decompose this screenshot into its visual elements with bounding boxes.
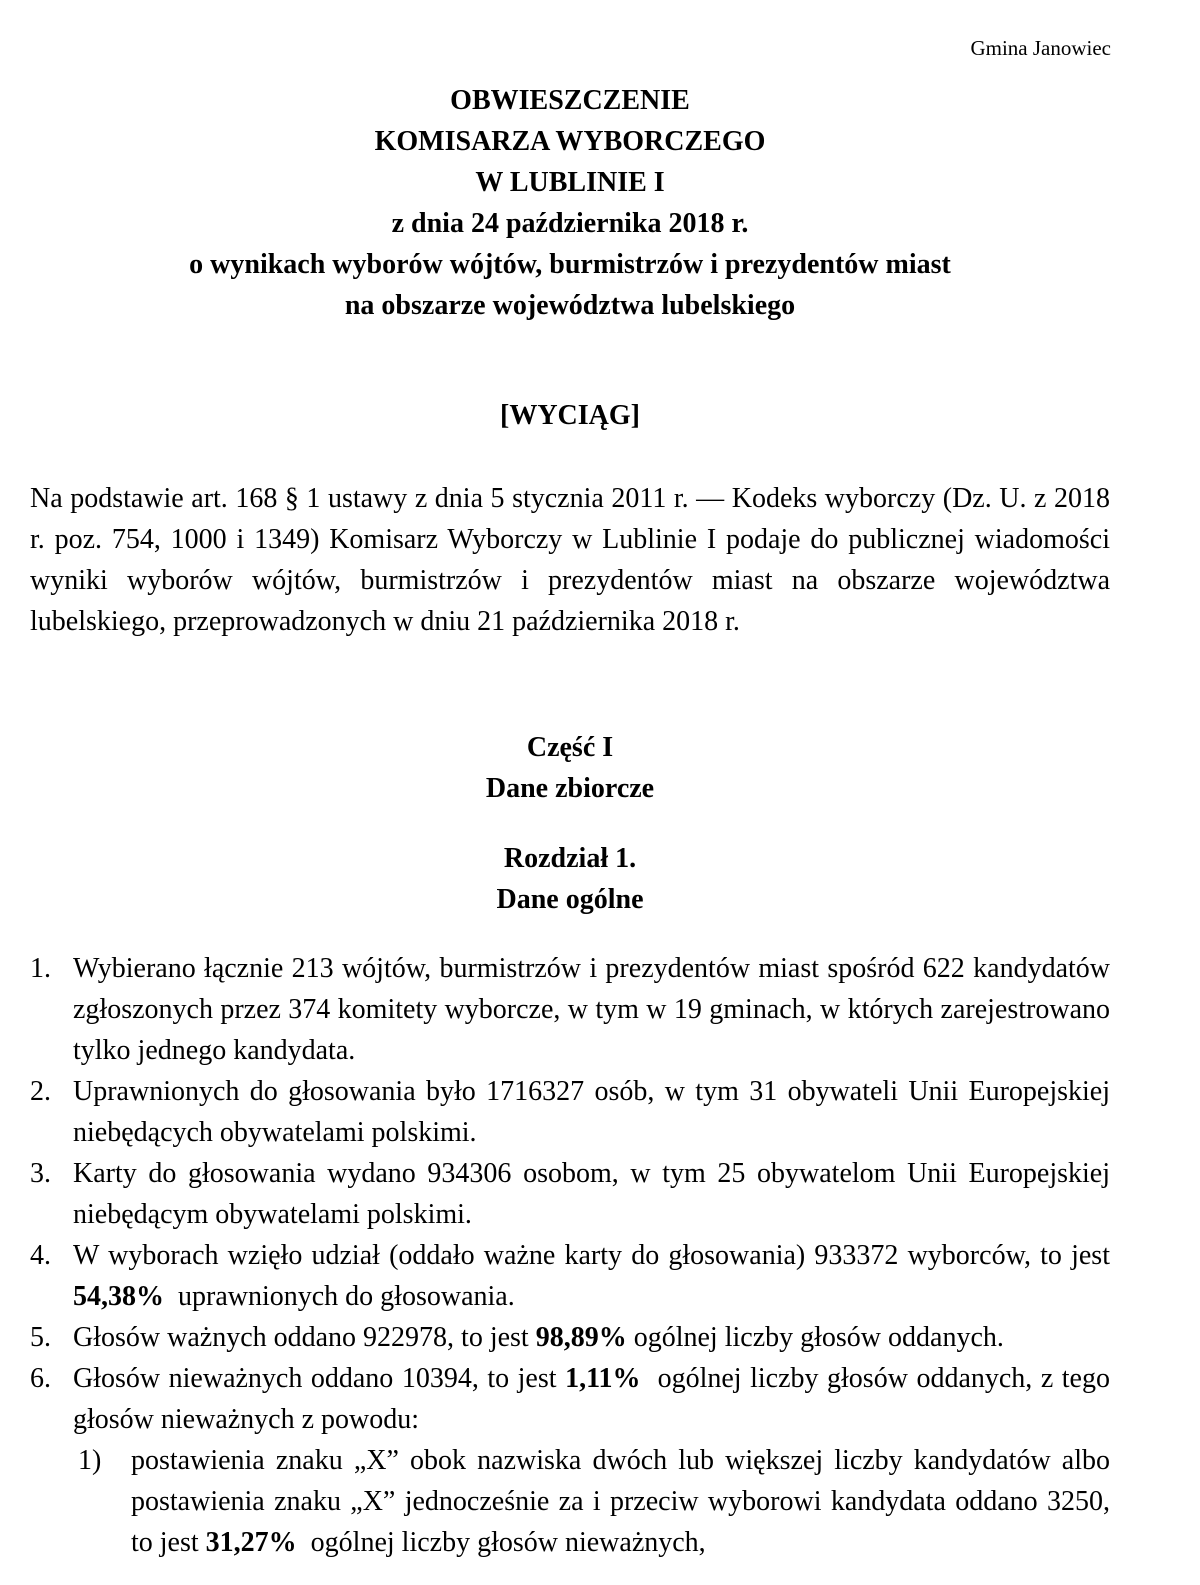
item-text (73, 1240, 1110, 1312)
item-text-pre: W wyborach wzięło udział (oddało ważne karty do głosowania) 933372 wyborców, to jest (73, 1240, 1110, 1271)
list-item (30, 1235, 1110, 1317)
item-percent: 1,11% (565, 1363, 641, 1394)
sub-item-percent: 31,27% (205, 1527, 297, 1558)
title-line-2: KOMISARZA WYBORCZEGO (374, 126, 766, 157)
list-item (30, 1071, 1110, 1153)
extract-label: [WYCIĄG] (500, 400, 640, 431)
title-line-3: W LUBLINIE I (475, 167, 665, 198)
chapter-label: Rozdział 1. (503, 843, 637, 874)
title-line-5: o wynikach wyborów wójtów, burmistrzów i prezydentów miast (189, 249, 951, 280)
item-number: 1. (30, 953, 51, 984)
municipality-label: Gmina Janowiec (970, 36, 1111, 60)
item-number: 4. (30, 1240, 51, 1271)
item-text-post: ogólnej liczby głosów oddanych, z tego głosów nieważnych z powodu: (73, 1363, 1117, 1435)
general-data-list (30, 948, 1117, 1563)
item-number: 5. (30, 1322, 51, 1353)
list-item (30, 1153, 1110, 1235)
sub-item-number: 1) (78, 1445, 102, 1476)
item-text-pre: Głosów nieważnych oddano 10394, to jest (73, 1363, 566, 1394)
part-label: Część I (526, 732, 614, 763)
part-subtitle: Dane zbiorcze (485, 773, 655, 804)
item-text: Wybierano łącznie 213 wójtów, burmistrzów i prezydentów miast spośród 622 kandydatów zgłoszonych przez 374 komitety wyborcze, w tym w 19 gminach, w których zarejestrowano tylko jednego kandydata. (73, 953, 1110, 1066)
item-percent: 54,38% (73, 1281, 164, 1312)
item-text (73, 1322, 1004, 1353)
sub-list-item (30, 1440, 1110, 1563)
chapter-heading (0, 838, 1140, 920)
document-title (0, 80, 1140, 326)
item-text: Uprawnionych do głosowania było 1716327 osób, w tym 31 obywateli Unii Europejskiej niebędących obywatelami polskimi. (73, 1076, 1110, 1148)
item-number: 3. (30, 1158, 51, 1189)
item-text (73, 1363, 1117, 1435)
title-line-1: OBWIESZCZENIE (450, 85, 690, 116)
part-heading (0, 727, 1140, 809)
item-text-pre: Głosów ważnych oddano 922978, to jest (73, 1322, 536, 1353)
item-number: 6. (30, 1363, 51, 1394)
title-line-4: z dnia 24 października 2018 r. (391, 208, 749, 239)
sub-item-text-post: ogólnej liczby głosów nieważnych, (296, 1527, 706, 1558)
sub-item-text-pre: postawienia znaku „X” obok nazwiska dwóch lub większej liczby kandydatów albo postawienia znaku „X” jednocześnie za i przeciw wyborowi kandydata oddano 3250, to jest (131, 1445, 1110, 1558)
item-text-post: uprawnionych do głosowania. (164, 1281, 515, 1312)
item-percent: 98,89% (535, 1322, 627, 1353)
intro-paragraph: Na podstawie art. 168 § 1 ustawy z dnia 5 stycznia 2011 r. — Kodeks wyborczy (Dz. U. z 2018 r. poz. 754, 1000 i 1349) Komisarz Wyborczy w Lublinie I podaje do publicznej wiadomości wyniki wyborów wójtów, burmistrzów i prezydentów miast na obszarze województwa lubelskiego, przeprowadzonych w dniu 21 października 2018 r. (30, 483, 1110, 637)
item-text-post: ogólnej liczby głosów oddanych. (626, 1322, 1004, 1353)
title-line-6: na obszarze województwa lubelskiego (344, 290, 796, 321)
list-item (30, 948, 1110, 1071)
chapter-subtitle: Dane ogólne (496, 884, 644, 915)
item-text: Karty do głosowania wydano 934306 osobom, w tym 25 obywatelom Unii Europejskiej niebędącym obywatelami polskimi. (73, 1158, 1110, 1230)
list-item (30, 1317, 1110, 1358)
item-number: 2. (30, 1076, 51, 1107)
sub-item-text (131, 1445, 1110, 1558)
list-item (30, 1358, 1117, 1440)
